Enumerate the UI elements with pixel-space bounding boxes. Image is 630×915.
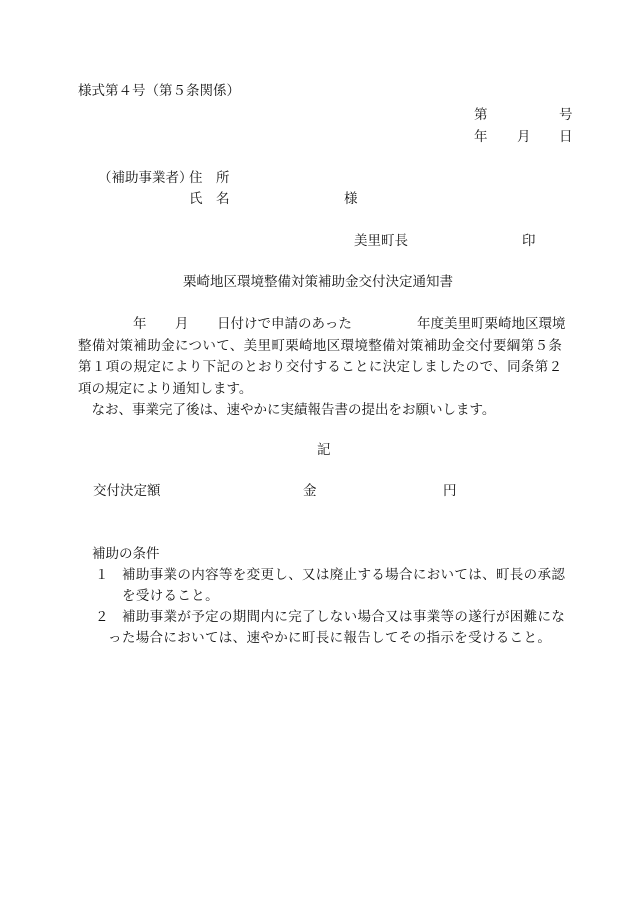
document-number-prefix: 第 xyxy=(474,107,488,123)
grant-kin-label: 金 xyxy=(303,483,317,499)
date-day-label: 日 xyxy=(559,129,573,145)
condition-text-continued: った場合においては、速やかに町長に報告してその指示を受けること。 xyxy=(108,630,552,646)
application-date-phrase: 日付けで申請のあった xyxy=(217,316,352,332)
condition-text: 補助事業の内容等を変更し、又は廃止する場合においては、町長の承認 xyxy=(122,567,566,583)
recipient-address-label: 住 所 xyxy=(189,170,230,186)
form-number: 様式第４号（第５条関係） xyxy=(78,83,240,99)
grant-yen-label: 円 xyxy=(443,483,457,499)
paragraph-line: 項の規定により通知します。 xyxy=(78,380,253,397)
date-year-label: 年 xyxy=(474,129,488,145)
recipient-role: （補助事業者） xyxy=(98,170,193,186)
application-year-label: 年 xyxy=(133,316,147,332)
paragraph-line: 第１項の規定により下記のとおり交付することに決定しましたので、同条第２ xyxy=(78,359,563,375)
recipient-honorific: 様 xyxy=(344,191,358,207)
grant-amount-label: 交付決定額 xyxy=(93,483,161,499)
seal-mark: 印 xyxy=(522,233,536,249)
condition-number: １ xyxy=(95,567,109,583)
document-title: 栗崎地区環境整備対策補助金交付決定通知書 xyxy=(183,274,453,290)
condition-number: ２ xyxy=(95,609,109,625)
document-number-suffix: 号 xyxy=(559,107,573,123)
conditions-heading: 補助の条件 xyxy=(92,546,160,562)
paragraph-line xyxy=(78,315,575,337)
paragraph-line: なお、事業完了後は、速やかに実績報告書の提出をお願いします。 xyxy=(78,402,496,418)
issuer-title: 美里町長 xyxy=(354,233,408,249)
record-heading: 記 xyxy=(317,442,331,458)
condition-text: 補助事業が予定の期間内に完了しない場合又は事業等の遂行が困難にな xyxy=(122,609,566,625)
date-month-label: 月 xyxy=(517,129,531,145)
notice-paragraph xyxy=(78,315,575,423)
paragraph-line: 整備対策補助金について、美里町栗崎地区環境整備対策補助金交付要綱第５条 xyxy=(78,337,563,354)
condition-text-continued: を受けること。 xyxy=(122,588,219,604)
recipient-name-label: 氏 名 xyxy=(189,191,230,207)
application-month-label: 月 xyxy=(175,316,189,332)
fiscal-year-phrase: 年度美里町栗崎地区環境 xyxy=(417,316,566,332)
